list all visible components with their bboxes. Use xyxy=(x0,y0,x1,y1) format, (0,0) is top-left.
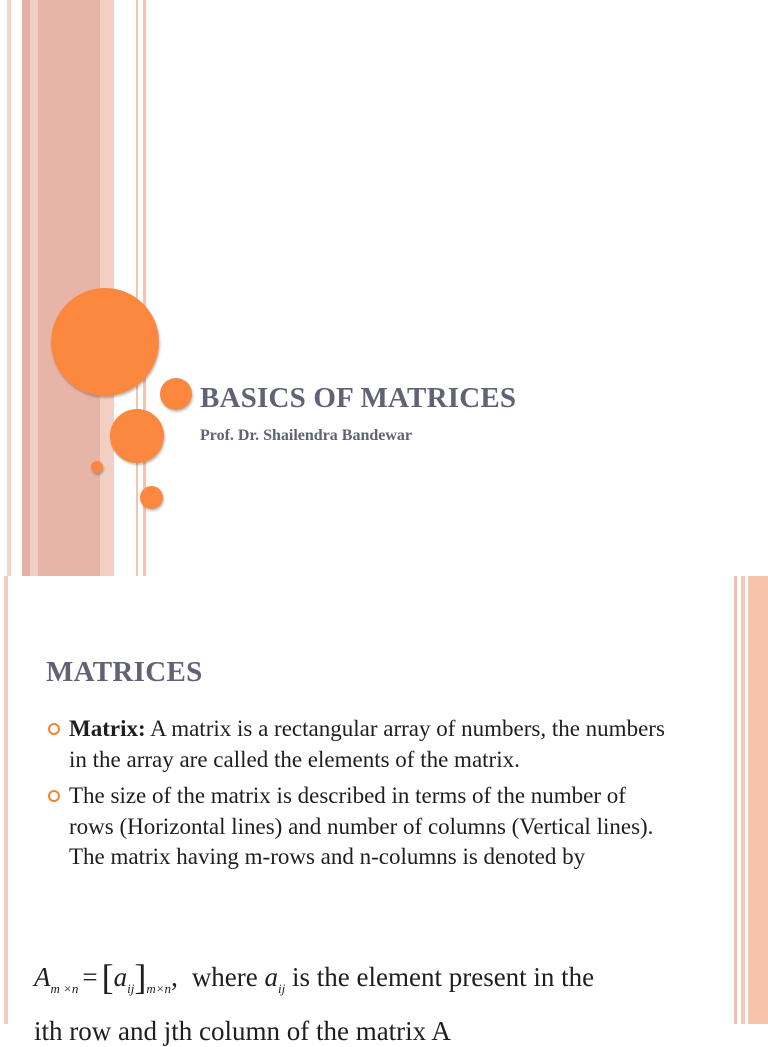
decorative-stripe xyxy=(22,0,30,576)
formula-element-var: a xyxy=(264,962,279,992)
decorative-stripe xyxy=(741,576,745,1024)
formula-close-bracket: ] xyxy=(134,957,147,997)
content-slide xyxy=(0,576,768,1046)
bullet-list xyxy=(46,714,676,879)
formula-size: m×n xyxy=(146,981,172,996)
decorative-stripe xyxy=(734,576,737,1024)
bullet-text: A matrix is a rectangular array of numbers, the numbers in the array are called the elements of the matrix. xyxy=(69,716,665,772)
formula-element-var-index: ij xyxy=(278,981,286,996)
decorative-stripe xyxy=(4,576,8,1024)
decorative-stripe xyxy=(38,0,100,576)
cut-off-text-line: ith row and jth column of the matrix A xyxy=(34,1016,451,1046)
formula-where: where xyxy=(191,962,258,992)
ring-bullet-icon xyxy=(48,723,60,735)
decorative-circle-small xyxy=(160,378,192,410)
formula-comma: , xyxy=(171,962,178,992)
slide-title: BASICS OF MATRICES xyxy=(200,382,517,414)
ring-bullet-icon xyxy=(48,790,60,802)
formula-equals: = xyxy=(82,962,98,992)
formula-element-index: ij xyxy=(127,981,135,996)
decorative-circle-tiny xyxy=(91,461,103,473)
formula-description: is the element present in the xyxy=(292,962,595,992)
decorative-stripe xyxy=(748,576,768,1024)
formula-open-bracket: [ xyxy=(101,957,114,997)
slide-subtitle: Prof. Dr. Shailendra Bandewar xyxy=(200,427,413,444)
bullet-item xyxy=(46,714,676,775)
bullet-text: The size of the matrix is described in terms of the number of rows (Horizontal lines) and number of columns (Vertical lines). The matrix having m-rows and n-columns is denoted by xyxy=(69,783,654,869)
decorative-circle-medium xyxy=(110,409,164,463)
decorative-stripe xyxy=(136,0,138,576)
decorative-circle-large xyxy=(51,288,159,396)
formula-matrix-var: A xyxy=(34,962,51,992)
bullet-item xyxy=(46,781,676,873)
decorative-stripe xyxy=(7,0,11,576)
slide-title: MATRICES xyxy=(46,656,203,688)
formula-element: a xyxy=(113,962,128,992)
decorative-circle-small xyxy=(140,486,163,509)
bullet-term: Matrix: xyxy=(69,716,146,741)
formula-matrix-size: m ×n xyxy=(50,981,79,996)
matrix-formula xyxy=(34,956,594,998)
decorative-stripe xyxy=(30,0,38,576)
